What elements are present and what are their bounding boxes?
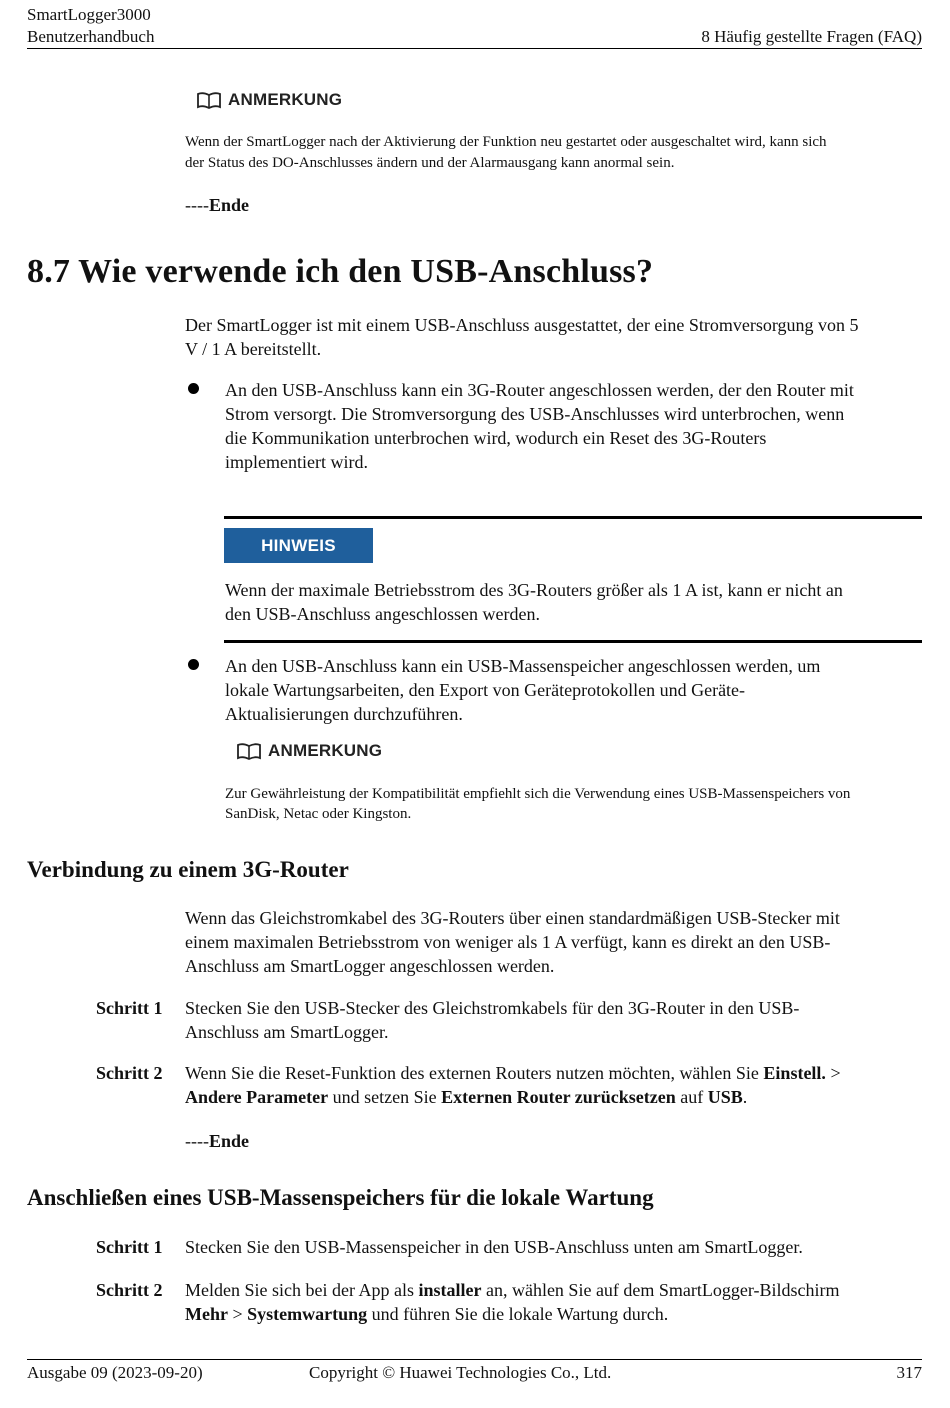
end-word: Ende xyxy=(208,1131,250,1151)
note-heading xyxy=(196,90,342,110)
menu-settings: Einstell. xyxy=(763,1063,826,1083)
hint-line: Wenn der maximale Betriebsstrom des 3G-Routers größer als 1 A ist, kann er nicht an xyxy=(225,580,843,600)
book-icon xyxy=(236,742,262,760)
note-text-line: der Status des DO-Anschlusses ändern und der Alarmausgang kann anormal sein. xyxy=(185,155,675,171)
menu-more: Mehr xyxy=(185,1304,228,1324)
step-label: Schritt 2 xyxy=(96,1063,163,1083)
header-chapter: 8 Häufig gestellte Fragen (FAQ) xyxy=(701,27,922,46)
bullet-icon xyxy=(188,383,199,394)
paragraph-line: einem maximalen Betriebsstrom von weniger als 1 A verfügt, kann es direkt an den USB- xyxy=(185,932,831,952)
note-heading xyxy=(236,741,382,761)
bullet-line: implementiert wird. xyxy=(225,452,368,472)
menu-system-maintenance: Systemwartung xyxy=(247,1304,368,1324)
end-dashes: ---- xyxy=(185,195,209,215)
end-marker xyxy=(185,1129,249,1153)
header-product: SmartLogger3000 xyxy=(27,5,151,24)
param-reset-router: Externen Router zurücksetzen xyxy=(441,1087,676,1107)
hint-badge: HINWEIS xyxy=(224,528,373,563)
book-icon xyxy=(196,91,222,109)
step-text-line: Melden Sie sich bei der App als installer an, wählen Sie auf dem SmartLogger-Bildschirm xyxy=(185,1280,840,1300)
bullet-line: An den USB-Anschluss kann ein USB-Massenspeicher angeschlossen werden, um xyxy=(225,656,821,676)
menu-other-params: Andere Parameter xyxy=(185,1087,329,1107)
bullet-line: die Kommunikation unterbrochen wird, wodurch ein Reset des 3G-Routers xyxy=(225,428,767,448)
step-text-line: Andere Parameter und setzen Sie Externen Router zurücksetzen auf USB. xyxy=(185,1087,748,1107)
note-text-line: Wenn der SmartLogger nach der Aktivierung der Funktion neu gestartet oder ausgeschaltet wird, kann sich xyxy=(185,134,827,150)
hint-line: den USB-Anschluss angeschlossen werden. xyxy=(225,604,540,624)
footer-copyright: Copyright © Huawei Technologies Co., Ltd. xyxy=(309,1363,612,1382)
header-rule xyxy=(27,48,922,49)
bullet-line: An den USB-Anschluss kann ein 3G-Router angeschlossen werden, der den Router mit xyxy=(225,380,854,400)
note-label: ANMERKUNG xyxy=(228,90,343,109)
step-text-line: Mehr > Systemwartung und führen Sie die lokale Wartung durch. xyxy=(185,1304,669,1324)
subsection-title: Anschließen eines USB-Massenspeichers für die lokale Wartung xyxy=(27,1185,654,1210)
bullet-icon xyxy=(188,659,199,670)
bullet-line: lokale Wartungsarbeiten, den Export von Geräteprotokollen und Geräte- xyxy=(225,680,746,700)
step-text-line: Anschluss am SmartLogger. xyxy=(185,1022,389,1042)
end-marker xyxy=(185,193,249,217)
step-text-line: Wenn Sie die Reset-Funktion des externen Routers nutzen möchten, wählen Sie Einstell. > xyxy=(185,1063,841,1083)
note-text-line: SanDisk, Netac oder Kingston. xyxy=(225,806,412,822)
hint-bottom-rule xyxy=(224,640,922,643)
note-label: ANMERKUNG xyxy=(268,741,383,760)
step-label: Schritt 2 xyxy=(96,1280,163,1300)
note-text-line: Zur Gewährleistung der Kompatibilität empfiehlt sich die Verwendung eines USB-Massenspeichers von xyxy=(225,786,851,802)
step-label: Schritt 1 xyxy=(96,1237,163,1257)
value-usb: USB xyxy=(707,1087,743,1107)
intro-line: V / 1 A bereitstellt. xyxy=(185,339,322,359)
paragraph-line: Wenn das Gleichstromkabel des 3G-Routers über einen standardmäßigen USB-Stecker mit xyxy=(185,908,840,928)
step-text-line: Stecken Sie den USB-Massenspeicher in den USB-Anschluss unten am SmartLogger. xyxy=(185,1237,803,1257)
hint-top-rule xyxy=(224,516,922,519)
end-dashes: ---- xyxy=(185,1131,209,1151)
end-word: Ende xyxy=(208,195,250,215)
step-label: Schritt 1 xyxy=(96,998,163,1018)
bullet-line: Strom versorgt. Die Stromversorgung des USB-Anschlusses wird unterbrochen, wenn xyxy=(225,404,845,424)
header-manual: Benutzerhandbuch xyxy=(27,27,155,46)
footer-page-number: 317 xyxy=(896,1363,922,1382)
user-installer: installer xyxy=(418,1280,482,1300)
bullet-line: Aktualisierungen durchzuführen. xyxy=(225,704,463,724)
step-text-line: Stecken Sie den USB-Stecker des Gleichstromkabels für den 3G-Router in den USB- xyxy=(185,998,800,1018)
section-title: 8.7 Wie verwende ich den USB-Anschluss? xyxy=(27,253,654,290)
paragraph-line: Anschluss am SmartLogger angeschlossen werden. xyxy=(185,956,555,976)
footer-rule xyxy=(27,1359,922,1360)
subsection-title: Verbindung zu einem 3G-Router xyxy=(27,857,349,882)
footer-edition: Ausgabe 09 (2023-09-20) xyxy=(27,1363,203,1382)
intro-line: Der SmartLogger ist mit einem USB-Anschluss ausgestattet, der eine Stromversorgung von 5 xyxy=(185,315,859,335)
